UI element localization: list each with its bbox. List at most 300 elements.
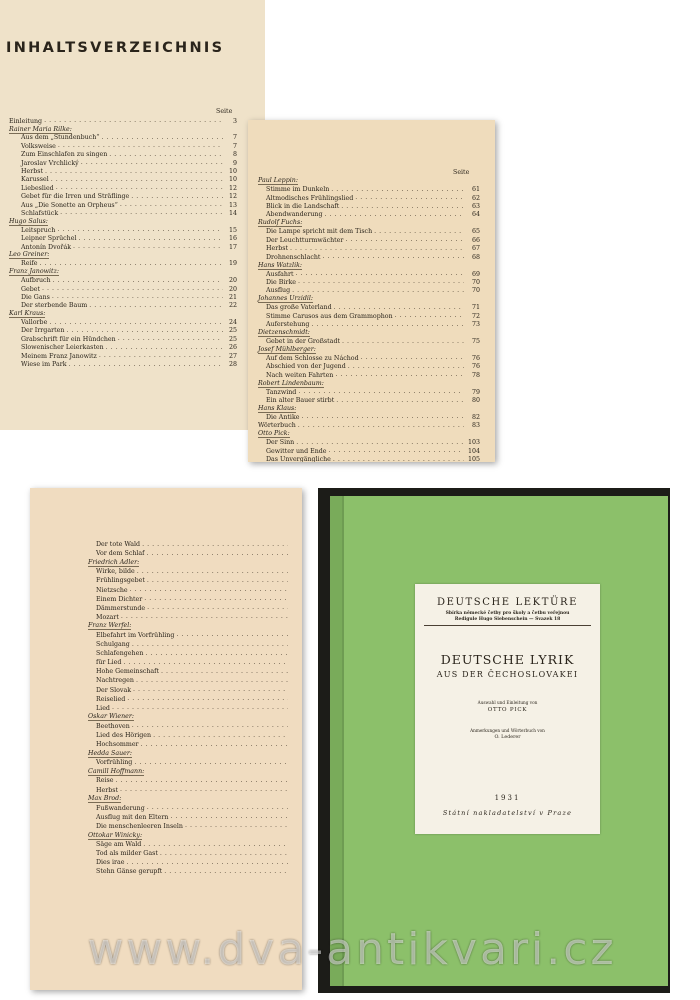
entry-title: Dämmerstunde — [96, 604, 146, 612]
entry-title: Der Sinn — [266, 439, 295, 447]
dot-leader — [176, 631, 288, 639]
toc-entry — [88, 813, 298, 822]
dot-leader — [160, 850, 288, 858]
toc-entry — [88, 667, 298, 676]
entry-title: Hohe Gemeinschaft — [96, 668, 160, 676]
page-number: 19 — [228, 260, 237, 268]
dot-leader — [153, 732, 288, 740]
dot-leader — [298, 422, 464, 430]
toc-entry — [258, 270, 480, 278]
entry-title: Drohnenschlacht — [266, 253, 321, 261]
entry-title: Gebet für die Irren und Sträflinge — [21, 193, 130, 201]
page-number: 3 — [232, 117, 237, 125]
entry-title: Antonín Dvořák — [21, 243, 72, 251]
author-name: Max Brod: — [88, 795, 122, 803]
dot-leader — [147, 604, 288, 612]
book — [318, 488, 670, 993]
toc-entry — [88, 722, 298, 731]
toc-entry — [88, 731, 298, 740]
toc-entry — [9, 293, 237, 301]
author-name: Hedda Sauer: — [88, 749, 133, 757]
author-name: Hans Klaus: — [258, 405, 297, 413]
toc-list — [88, 540, 298, 876]
dot-leader — [132, 722, 288, 730]
toc-entry — [258, 388, 480, 396]
page-number: 25 — [228, 327, 237, 335]
toc-page-2 — [248, 120, 495, 462]
book-cover — [330, 496, 668, 986]
entry-title: Auf dem Schlosse zu Náchod — [266, 354, 359, 362]
dot-leader — [127, 859, 288, 867]
author-name: Dietzenschmidt: — [258, 329, 310, 337]
toc-entry — [88, 704, 298, 713]
book-title: DEUTSCHE LYRIK — [440, 652, 575, 667]
dot-leader — [101, 134, 223, 142]
dot-leader — [58, 142, 223, 150]
toc-entry — [88, 676, 298, 685]
page-number: 17 — [228, 243, 237, 251]
entry-title: Mozart — [96, 613, 119, 621]
dot-leader — [51, 176, 223, 184]
dot-leader — [170, 813, 288, 821]
toc-entry — [258, 363, 480, 371]
page-number: 25 — [228, 335, 237, 343]
toc-entry — [9, 360, 237, 368]
author-name: Franz Janowitz: — [9, 268, 60, 276]
entry-title: Die Lampe spricht mit dem Tisch — [266, 228, 373, 236]
dot-leader — [342, 338, 464, 346]
toc-entry — [88, 776, 298, 785]
author-name: Leo Greiner: — [9, 251, 50, 259]
entry-title: Abendwanderung — [266, 211, 323, 219]
spine-edge — [342, 496, 344, 986]
toc-list — [9, 117, 237, 369]
dot-leader — [147, 577, 288, 585]
entry-title: Wörterbuch — [258, 422, 296, 430]
toc-entry — [88, 640, 298, 649]
toc-entry — [88, 613, 298, 622]
toc-entry — [88, 695, 298, 704]
dot-leader — [345, 236, 464, 244]
toc-entry — [9, 327, 237, 335]
toc-entry — [9, 226, 237, 234]
toc-entry — [88, 658, 298, 667]
toc-author — [9, 125, 237, 133]
dot-leader — [147, 550, 289, 558]
page-number: 24 — [228, 319, 237, 327]
selection-note: Auswahl und Einleitung von — [477, 700, 538, 705]
toc-author — [88, 795, 298, 804]
entry-title: Schulgang — [96, 641, 130, 649]
toc-entry — [9, 184, 237, 192]
toc-author — [9, 218, 237, 226]
toc-entry — [88, 804, 298, 813]
toc-entry — [88, 740, 298, 749]
toc-entry — [9, 302, 237, 310]
toc-author — [88, 558, 298, 567]
toc-entry — [9, 318, 237, 326]
page-number: 68 — [471, 253, 480, 261]
toc-entry — [88, 867, 298, 876]
entry-title: Vor dem Schlaf — [96, 550, 145, 558]
toc-entry — [9, 117, 237, 125]
entry-title: Vallorbe — [21, 319, 48, 327]
entry-title: Die Birke — [266, 278, 296, 286]
entry-title: Frühlingsgebet — [96, 577, 145, 585]
entry-title: Reise — [96, 777, 114, 785]
page-number: 73 — [471, 321, 480, 329]
entry-title: Gebet — [21, 285, 41, 293]
toc-entry — [9, 201, 237, 209]
toc-entry — [88, 540, 298, 549]
toc-entry — [88, 576, 298, 585]
toc-author — [9, 251, 237, 259]
entry-title: Volksweise — [21, 142, 56, 150]
dot-leader — [112, 704, 288, 712]
toc-entry — [258, 371, 480, 379]
dot-leader — [52, 293, 223, 301]
entry-title: Dies irae — [96, 859, 125, 867]
entry-title: Die Antike — [266, 413, 300, 421]
toc-entry — [258, 304, 480, 312]
toc-author — [88, 767, 298, 776]
toc-list — [258, 177, 480, 462]
entry-title: Aufbruch — [21, 277, 51, 285]
page-number: 83 — [471, 422, 480, 430]
page-number: 10 — [228, 168, 237, 176]
series-title: DEUTSCHE LEKTÜRE — [436, 597, 579, 608]
toc-entry — [258, 253, 480, 261]
series-subtitle: Sbírka německé četby pro školy a četbu veřejnou — [445, 611, 570, 616]
entry-title: Nietzsche — [96, 586, 128, 594]
page-number: 80 — [471, 397, 480, 405]
entry-title: Herbst — [96, 786, 119, 794]
entry-title: Wirke, bilde — [96, 568, 135, 576]
entry-title: Leipner Sprüchel — [21, 235, 77, 243]
dot-leader — [395, 312, 464, 320]
page-number: 22 — [228, 302, 237, 310]
toc-entry — [88, 595, 298, 604]
toc-entry — [88, 840, 298, 849]
entry-title: Der sterbende Baum — [21, 302, 88, 310]
watermark: www.dva-antikvari.cz — [87, 924, 617, 975]
entry-title: Das Unvergängliche — [266, 456, 331, 462]
editor-name: OTTO PICK — [487, 707, 528, 713]
dot-leader — [298, 388, 464, 396]
toc-entry — [9, 243, 237, 251]
dot-leader — [127, 695, 288, 703]
dot-leader — [355, 194, 464, 202]
toc-entry — [258, 413, 480, 421]
entry-title: Die menschenleeren Inseln — [96, 822, 183, 830]
toc-entry — [258, 202, 480, 210]
dot-leader — [147, 804, 288, 812]
dot-leader — [336, 397, 464, 405]
toc-entry — [9, 352, 237, 360]
dot-leader — [118, 335, 223, 343]
toc-entry — [258, 278, 480, 286]
page-number: 9 — [232, 159, 237, 167]
entry-title: Beethoven — [96, 722, 130, 730]
page-number: 66 — [471, 236, 480, 244]
toc-entry — [258, 228, 480, 236]
toc-entry — [88, 604, 298, 613]
entry-title: Wiese im Park — [21, 361, 67, 369]
page-number: 70 — [471, 287, 480, 295]
dot-leader — [57, 226, 223, 234]
publisher: Státní nakladatelství v Praze — [442, 809, 573, 817]
author-name: Ottokar Winicky: — [88, 831, 143, 839]
dot-leader — [69, 361, 223, 369]
entry-title: Meinem Franz Janowitz — [21, 352, 97, 360]
entry-title: Tanzwind — [266, 388, 297, 396]
page-number: 61 — [471, 186, 480, 194]
page-number: 10 — [228, 176, 237, 184]
toc-entry — [88, 758, 298, 767]
page-number: 76 — [471, 363, 480, 371]
entry-title: Säge am Wald — [96, 841, 142, 849]
page-number: 8 — [232, 151, 237, 159]
entry-title: Hochsommer — [96, 741, 139, 749]
toc-author — [88, 622, 298, 631]
toc-author — [258, 405, 480, 413]
toc-entry — [88, 567, 298, 576]
toc-author — [258, 219, 480, 227]
book-spine — [330, 496, 342, 986]
divider — [424, 625, 591, 626]
dot-leader — [143, 841, 288, 849]
entry-title: Leitspruch — [21, 226, 56, 234]
notes-author: O. Lederer — [494, 735, 521, 740]
author-name: Hugo Salus: — [9, 217, 48, 225]
entry-title: Fußwanderung — [96, 804, 145, 812]
page-number: 105 — [467, 456, 480, 462]
dot-leader — [44, 117, 223, 125]
toc-entry — [88, 686, 298, 695]
author-name: Friedrich Adler: — [88, 558, 140, 566]
page-number: 62 — [471, 194, 480, 202]
entry-title: Einem Dichter — [96, 595, 143, 603]
toc-page-3 — [30, 488, 302, 990]
toc-entry — [88, 822, 298, 831]
dot-leader — [120, 201, 223, 209]
entry-title: Der Slovak — [96, 686, 132, 694]
entry-title: Gewitter und Ende — [266, 447, 327, 455]
author-name: Camill Hoffmann: — [88, 767, 145, 775]
dot-leader — [335, 371, 464, 379]
entry-title: Ausflug — [266, 287, 291, 295]
page-number: 75 — [471, 338, 480, 346]
entry-title: Blick in die Landschaft — [266, 203, 340, 211]
dot-leader — [145, 650, 288, 658]
entry-title: Slowenischer Leierkasten — [21, 344, 104, 352]
toc-entry — [258, 396, 480, 404]
toc-entry — [88, 858, 298, 867]
dot-leader — [141, 741, 288, 749]
entry-title: Stehn Gänse gerupft — [96, 868, 163, 876]
toc-page-1 — [0, 0, 265, 430]
author-name: Josef Mühlberger: — [258, 345, 316, 353]
page-number: 14 — [228, 209, 237, 217]
entry-title: Nach weiten Fahrten — [266, 371, 334, 379]
toc-entry — [88, 849, 298, 858]
dot-leader — [131, 193, 223, 201]
page-number: 12 — [228, 184, 237, 192]
notes-note: Anmerkungen und Wörterbuch von — [470, 728, 545, 733]
entry-title: für Lied — [96, 659, 122, 667]
entry-title: Der tote Wald — [96, 541, 141, 549]
entry-title: Liebeslied — [21, 184, 54, 192]
entry-title: Ausfahrt — [266, 270, 294, 278]
author-name: Hans Watzlik: — [258, 261, 303, 269]
page-number: 20 — [228, 277, 237, 285]
page-number: 63 — [471, 203, 480, 211]
book-subtitle: AUS DER ČECHOSLOVAKEI — [436, 670, 579, 679]
dot-leader — [99, 352, 223, 360]
author-name: Rudolf Fuchs: — [258, 219, 303, 227]
page-number: 104 — [467, 447, 480, 455]
dot-leader — [120, 786, 288, 794]
entry-title: Abschied von der Jugend — [266, 363, 346, 371]
dot-leader — [298, 278, 464, 286]
page-number: 7 — [232, 134, 237, 142]
dot-leader — [311, 321, 464, 329]
dot-leader — [331, 186, 464, 194]
toc-title: INHALTSVERZEICHNIS — [6, 40, 225, 56]
entry-title: Schlafengehen — [96, 650, 144, 658]
entry-title: Lied des Hörigen — [96, 732, 152, 740]
entry-title: Aus dem „Stundenbuch“ — [21, 134, 100, 142]
toc-author — [258, 295, 480, 303]
dot-leader — [136, 677, 288, 685]
toc-entry — [258, 194, 480, 202]
toc-entry — [9, 151, 237, 159]
entry-title: Der Leuchtturmwächter — [266, 236, 344, 244]
author-name: Robert Lindenbaum: — [258, 379, 324, 387]
series-editor: Redigule Hugo Siebenschein — Svazek 18 — [454, 617, 561, 622]
toc-entry — [9, 335, 237, 343]
entry-title: Reife — [21, 260, 38, 268]
toc-entry — [9, 142, 237, 150]
toc-author — [258, 430, 480, 438]
dot-leader — [341, 203, 464, 211]
toc-entry — [88, 631, 298, 640]
toc-entry — [258, 236, 480, 244]
page-number: 64 — [471, 211, 480, 219]
toc-entry — [88, 585, 298, 594]
page-number: 82 — [471, 413, 480, 421]
page-number: 71 — [471, 304, 480, 312]
toc-entry — [9, 260, 237, 268]
dot-leader — [132, 641, 288, 649]
entry-title: Schlafstück — [21, 209, 59, 217]
entry-title: Herbst — [21, 168, 44, 176]
dot-leader — [374, 228, 464, 236]
dot-leader — [361, 354, 464, 362]
dot-leader — [81, 159, 223, 167]
toc-entry — [9, 344, 237, 352]
publication-year: 1931 — [494, 794, 521, 802]
dot-leader — [60, 209, 223, 217]
toc-entry — [9, 176, 237, 184]
toc-author — [258, 177, 480, 185]
toc-entry — [258, 320, 480, 328]
toc-entry — [258, 447, 480, 455]
toc-author — [9, 268, 237, 276]
page-column-header: Seite — [216, 108, 233, 115]
dot-leader — [66, 327, 223, 335]
toc-entry — [258, 185, 480, 193]
toc-entry — [88, 786, 298, 795]
dot-leader — [45, 168, 223, 176]
entry-title: Ausflug mit den Eltern — [96, 813, 169, 821]
dot-leader — [292, 287, 464, 295]
dot-leader — [142, 541, 288, 549]
entry-title: Zum Einschlafen zu singen — [21, 151, 108, 159]
author-name: Rainer Maria Rilke: — [9, 125, 72, 133]
toc-author — [9, 310, 237, 318]
entry-title: Einleitung — [9, 117, 43, 125]
page-number: 7 — [232, 142, 237, 150]
dot-leader — [115, 777, 288, 785]
entry-title: Grabschrift für ein Hündchen — [21, 335, 116, 343]
entry-title: Reiselied — [96, 695, 126, 703]
entry-title: Altmodisches Frühlingslied — [266, 194, 354, 202]
dot-leader — [133, 686, 288, 694]
author-name: Johannes Urzidil: — [258, 295, 314, 303]
toc-entry — [258, 422, 480, 430]
cover-label — [415, 584, 600, 834]
entry-title: Der Irrgarten — [21, 327, 65, 335]
page-number: 13 — [228, 201, 237, 209]
toc-author — [88, 713, 298, 722]
toc-entry — [258, 312, 480, 320]
dot-leader — [164, 868, 288, 876]
dot-leader — [42, 285, 223, 293]
dot-leader — [49, 319, 223, 327]
page-number: 69 — [471, 270, 480, 278]
toc-author — [258, 346, 480, 354]
page-number: 76 — [471, 354, 480, 362]
toc-entry — [9, 167, 237, 175]
entry-title: Ein alter Bauer stirbt — [266, 397, 335, 405]
toc-entry — [258, 337, 480, 345]
dot-leader — [121, 613, 288, 621]
toc-author — [258, 380, 480, 388]
dot-leader — [73, 243, 223, 251]
toc-author — [88, 749, 298, 758]
dot-leader — [137, 568, 288, 576]
toc-entry — [9, 159, 237, 167]
toc-entry — [88, 549, 298, 558]
dot-leader — [134, 759, 288, 767]
page-number: 12 — [228, 193, 237, 201]
toc-entry — [258, 439, 480, 447]
toc-entry — [258, 287, 480, 295]
dot-leader — [106, 344, 223, 352]
dot-leader — [53, 277, 223, 285]
toc-entry — [9, 209, 237, 217]
dot-leader — [89, 302, 223, 310]
toc-entry — [258, 211, 480, 219]
dot-leader — [334, 304, 464, 312]
toc-author — [258, 261, 480, 269]
entry-title: Karussel — [21, 176, 49, 184]
entry-title: Lied — [96, 704, 110, 712]
dot-leader — [296, 270, 464, 278]
page-number: 67 — [471, 245, 480, 253]
dot-leader — [144, 595, 288, 603]
